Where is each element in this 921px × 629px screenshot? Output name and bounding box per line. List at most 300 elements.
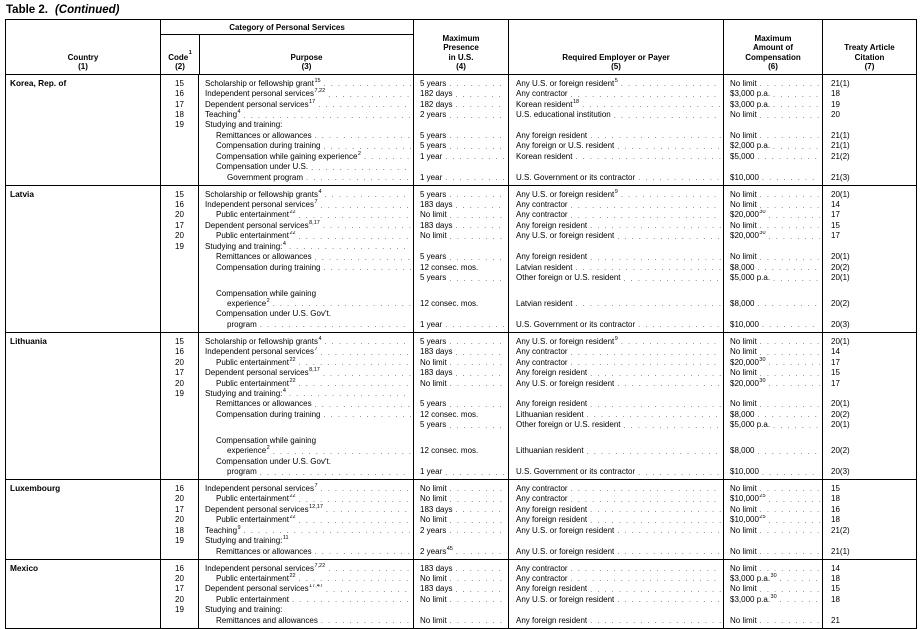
- employer-cell: Any contractor . . .: [508, 347, 723, 357]
- leader-dots: [450, 358, 506, 367]
- table-title-prefix: Table 2.: [6, 4, 48, 16]
- employer-cell: Korean resident $^{18}$ . . .: [508, 99, 723, 109]
- employer-cell: Lithuanian resident . . .: [508, 409, 723, 419]
- purpose-cell: Studying and training: $^{11}$: [198, 535, 413, 545]
- citation-cell: 20(2): [822, 298, 916, 308]
- amount-cell: $8,000 . . .: [723, 445, 822, 455]
- code-cell: [160, 252, 198, 262]
- citation-cell: 18: [822, 594, 916, 604]
- citation-cell: [822, 605, 916, 615]
- presence-cell: 2 years . . .: [413, 525, 508, 535]
- citation-cell: 20(1): [822, 272, 916, 282]
- code-cell: 16: [160, 347, 198, 357]
- employer-cell: Any U.S. or foreign resident . . .: [508, 231, 723, 241]
- amount-cell: $20,000 $^{30}$ . . .: [723, 231, 822, 241]
- purpose-cell: Compensation under U.S. Gov't.: [198, 309, 413, 319]
- presence-cell: [413, 556, 508, 559]
- leader-dots: [299, 379, 411, 388]
- presence-cell: 183 days . . .: [413, 504, 508, 514]
- amount-cell: No limit . . .: [723, 252, 822, 262]
- presence-cell: No limit . . .: [413, 494, 508, 504]
- employer-cell: [508, 309, 723, 319]
- code-cell: [160, 182, 198, 185]
- employer-cell: Latvian resident . . .: [508, 262, 723, 272]
- purpose-cell: Studying and training:: [198, 605, 413, 615]
- citation-cell: 21(1): [822, 130, 916, 140]
- purpose-cell: Public entertainment . . .: [198, 594, 413, 604]
- employer-cell: Any foreign resident . . .: [508, 130, 723, 140]
- citation-cell: 18: [822, 88, 916, 98]
- leader-dots: [244, 526, 411, 535]
- leader-dots: [315, 131, 411, 140]
- presence-cell: 183 days . . .: [413, 563, 508, 573]
- leader-dots: [762, 173, 820, 182]
- leader-dots: [624, 273, 722, 282]
- leader-dots: [311, 162, 411, 171]
- presence-cell: 5 years . . .: [413, 130, 508, 140]
- amount-cell: [723, 556, 822, 559]
- code-cell: 16: [160, 563, 198, 573]
- citation-cell: 21: [822, 615, 916, 625]
- employer-cell: Latvian resident . . .: [508, 298, 723, 308]
- header-category-group: [160, 20, 413, 74]
- header-presence: Maximum Presence in U.S. (4): [413, 20, 508, 74]
- amount-cell: $5,000 . . .: [723, 151, 822, 161]
- leader-dots: [455, 505, 506, 514]
- leader-dots: [315, 252, 411, 261]
- leader-dots: [455, 368, 506, 377]
- leader-dots: [760, 347, 820, 356]
- presence-cell: 12 consec. mos.: [413, 445, 508, 455]
- leader-dots: [590, 252, 721, 261]
- leader-dots: [273, 299, 411, 308]
- leader-dots: [273, 446, 411, 455]
- code-cell: [160, 151, 198, 161]
- citation-cell: 15: [822, 367, 916, 377]
- purpose-cell: Public entertainment $^{22}$ . . .: [198, 378, 413, 388]
- amount-cell: [723, 309, 822, 319]
- leader-dots: [260, 320, 411, 329]
- code-cell: [160, 298, 198, 308]
- purpose-cell: Independent personal services $^{7,22}$ . . .: [198, 88, 413, 98]
- country-cell: [6, 309, 160, 319]
- leader-dots: [760, 505, 820, 514]
- leader-dots: [325, 190, 411, 199]
- leader-dots: [590, 131, 721, 140]
- amount-cell: [723, 388, 822, 398]
- amount-cell: No limit . . .: [723, 336, 822, 346]
- purpose-cell: Public entertainment $^{22}$ . . .: [198, 573, 413, 583]
- code-cell: 19: [160, 241, 198, 251]
- country-cell: [6, 546, 160, 556]
- leader-dots: [760, 79, 820, 88]
- employer-cell: Other foreign or U.S. resident . . .: [508, 272, 723, 282]
- presence-cell: 183 days . . .: [413, 347, 508, 357]
- leader-dots: [326, 505, 411, 514]
- citation-cell: 17: [822, 378, 916, 388]
- country-cell: [6, 162, 160, 172]
- employer-cell: Any foreign resident . . .: [508, 615, 723, 625]
- leader-dots: [762, 320, 820, 329]
- leader-dots: [324, 79, 411, 88]
- code-cell: [160, 262, 198, 272]
- presence-cell: No limit . . .: [413, 483, 508, 493]
- leader-dots: [760, 616, 820, 625]
- code-cell: 20: [160, 378, 198, 388]
- purpose-cell: Compensation during training . . .: [198, 409, 413, 419]
- code-cell: 15: [160, 78, 198, 88]
- leader-dots: [760, 564, 820, 573]
- leader-dots: [621, 190, 721, 199]
- presence-cell: 2 years $^{45}$ . . .: [413, 546, 508, 556]
- country-cell: [6, 399, 160, 409]
- amount-cell: No limit . . .: [723, 220, 822, 230]
- amount-cell: $3,000 p.a. $^{30}$ . . .: [723, 573, 822, 583]
- citation-cell: 17: [822, 357, 916, 367]
- table-title-continued: (Continued): [54, 4, 120, 16]
- treaty-table: [5, 19, 917, 629]
- leader-dots: [445, 173, 506, 182]
- amount-cell: No limit . . .: [723, 546, 822, 556]
- citation-cell: 16: [822, 504, 916, 514]
- header-code: Code$^1$ (2): [168, 49, 192, 72]
- leader-dots: [590, 221, 721, 230]
- presence-cell: 183 days . . .: [413, 367, 508, 377]
- leader-dots: [449, 190, 506, 199]
- leader-dots: [590, 505, 721, 514]
- citation-cell: 21(2): [822, 151, 916, 161]
- citation-cell: 15: [822, 483, 916, 493]
- leader-dots: [328, 89, 411, 98]
- citation-cell: 20(3): [822, 466, 916, 476]
- presence-cell: 5 years . . .: [413, 189, 508, 199]
- code-cell: [160, 409, 198, 419]
- leader-dots: [769, 210, 820, 219]
- citation-cell: 15: [822, 584, 916, 594]
- purpose-cell: Dependent personal services $^{8,17}$ . . .: [198, 367, 413, 377]
- amount-cell: $3,000 p.a. . . .: [723, 88, 822, 98]
- presence-cell: [413, 162, 508, 172]
- purpose-cell: Studying and training:: [198, 120, 413, 130]
- citation-cell: 14: [822, 199, 916, 209]
- employer-cell: Any foreign resident . . .: [508, 399, 723, 409]
- presence-cell: No limit . . .: [413, 378, 508, 388]
- code-cell: 17: [160, 99, 198, 109]
- code-cell: 19: [160, 120, 198, 130]
- country-cell: [6, 483, 160, 493]
- citation-cell: 18: [822, 573, 916, 583]
- purpose-cell: Dependent personal services $^{17,47}$ . . .: [198, 584, 413, 594]
- employer-cell: [508, 162, 723, 172]
- presence-cell: 1 year . . .: [413, 172, 508, 182]
- amount-cell: No limit . . .: [723, 615, 822, 625]
- code-cell: 18: [160, 109, 198, 119]
- amount-cell: No limit . . .: [723, 504, 822, 514]
- citation-cell: [822, 120, 916, 130]
- presence-cell: 5 years . . .: [413, 141, 508, 151]
- leader-dots: [306, 173, 411, 182]
- amount-cell: No limit . . .: [723, 199, 822, 209]
- leader-dots: [760, 584, 820, 593]
- citation-cell: 14: [822, 347, 916, 357]
- country-section: [6, 479, 916, 559]
- leader-dots: [614, 110, 721, 119]
- leader-dots: [571, 89, 721, 98]
- purpose-cell: Teaching $^4$ . . .: [198, 109, 413, 119]
- purpose-cell: Public entertainment $^{22}$ . . .: [198, 231, 413, 241]
- code-cell: 20: [160, 494, 198, 504]
- employer-cell: [508, 605, 723, 615]
- employer-cell: Korean resident . . .: [508, 151, 723, 161]
- code-cell: 20: [160, 231, 198, 241]
- leader-dots: [449, 399, 506, 408]
- amount-cell: [723, 625, 822, 628]
- leader-dots: [455, 221, 506, 230]
- leader-dots: [299, 574, 411, 583]
- header-amount: Maximum Amount of Compensation (6): [723, 20, 822, 74]
- leader-dots: [760, 484, 820, 493]
- code-cell: [160, 546, 198, 556]
- leader-dots: [323, 368, 411, 377]
- country-cell: [6, 241, 160, 251]
- employer-cell: U.S. Government or its contractor . . .: [508, 319, 723, 329]
- citation-cell: [822, 182, 916, 185]
- leader-dots: [449, 526, 506, 535]
- citation-cell: 15: [822, 220, 916, 230]
- country-cell: [6, 298, 160, 308]
- citation-cell: [822, 625, 916, 628]
- code-cell: 20: [160, 573, 198, 583]
- leader-dots: [760, 337, 820, 346]
- purpose-cell: Dependent personal services $^{8,17}$ . . .: [198, 220, 413, 230]
- country-section: [6, 332, 916, 479]
- country-name: Mexico: [10, 563, 39, 574]
- citation-cell: 19: [822, 99, 916, 109]
- leader-dots: [450, 484, 506, 493]
- citation-cell: 18: [822, 515, 916, 525]
- citation-cell: [822, 556, 916, 559]
- citation-cell: 17: [822, 210, 916, 220]
- leader-dots: [621, 337, 721, 346]
- leader-dots: [455, 100, 506, 109]
- country-cell: [6, 336, 160, 346]
- amount-cell: [723, 456, 822, 466]
- purpose-cell: Compensation during training . . .: [198, 141, 413, 151]
- country-cell: [6, 357, 160, 367]
- presence-cell: [413, 241, 508, 251]
- table-body: [6, 74, 916, 628]
- leader-dots: [450, 494, 506, 503]
- purpose-cell: Public entertainment $^{22}$ . . .: [198, 515, 413, 525]
- presence-cell: [413, 182, 508, 185]
- presence-cell: 12 consec. mos.: [413, 298, 508, 308]
- citation-cell: 20(1): [822, 252, 916, 262]
- leader-dots: [769, 379, 820, 388]
- country-cell: [6, 445, 160, 455]
- presence-cell: [413, 288, 508, 298]
- country-cell: [6, 252, 160, 262]
- code-cell: 17: [160, 367, 198, 377]
- code-cell: [160, 162, 198, 172]
- leader-dots: [760, 131, 820, 140]
- code-cell: [160, 556, 198, 559]
- country-cell: [6, 319, 160, 329]
- country-section: [6, 559, 916, 628]
- country-cell: [6, 435, 160, 445]
- employer-cell: [508, 330, 723, 333]
- leader-dots: [299, 210, 411, 219]
- purpose-cell: Remittances or allowances . . .: [198, 252, 413, 262]
- code-cell: 16: [160, 199, 198, 209]
- purpose-cell: Independent personal services $^7$ . . .: [198, 199, 413, 209]
- citation-cell: 17: [822, 231, 916, 241]
- code-cell: 19: [160, 388, 198, 398]
- country-cell: [6, 367, 160, 377]
- leader-dots: [445, 320, 506, 329]
- employer-cell: [508, 388, 723, 398]
- amount-cell: No limit . . .: [723, 78, 822, 88]
- citation-cell: 20(1): [822, 399, 916, 409]
- citation-cell: 20(1): [822, 189, 916, 199]
- purpose-cell: Compensation while gaining experience $^2$ . . .: [198, 151, 413, 161]
- leader-dots: [449, 252, 506, 261]
- employer-cell: Any U.S. or foreign resident $^9$ . . .: [508, 189, 723, 199]
- citation-cell: 21(2): [822, 525, 916, 535]
- citation-cell: [822, 456, 916, 466]
- purpose-cell: Public entertainment $^{22}$ . . .: [198, 357, 413, 367]
- country-cell: [6, 477, 160, 480]
- leader-dots: [773, 141, 820, 150]
- employer-cell: Any contractor . . .: [508, 357, 723, 367]
- code-cell: 19: [160, 605, 198, 615]
- citation-cell: [822, 388, 916, 398]
- employer-cell: Any U.S. or foreign resident . . .: [508, 525, 723, 535]
- citation-cell: 20(2): [822, 409, 916, 419]
- code-cell: [160, 625, 198, 628]
- employer-cell: Any foreign resident . . .: [508, 220, 723, 230]
- country-cell: [6, 515, 160, 525]
- amount-cell: [723, 241, 822, 251]
- purpose-cell: Remittances or allowances . . .: [198, 399, 413, 409]
- amount-cell: No limit . . .: [723, 109, 822, 119]
- country-cell: [6, 466, 160, 476]
- leader-dots: [780, 574, 820, 583]
- purpose-cell: [198, 182, 413, 185]
- purpose-cell: Compensation under U.S. Gov't.: [198, 456, 413, 466]
- country-name: Luxembourg: [10, 483, 61, 494]
- amount-cell: No limit . . .: [723, 584, 822, 594]
- country-cell: [6, 605, 160, 615]
- country-section: [6, 74, 916, 185]
- employer-cell: Any foreign resident . . .: [508, 504, 723, 514]
- presence-cell: [413, 625, 508, 628]
- citation-cell: 20(1): [822, 420, 916, 430]
- amount-cell: $20,000 $^{30}$ . . .: [723, 210, 822, 220]
- country-section: [6, 185, 916, 332]
- leader-dots: [624, 420, 722, 429]
- presence-cell: 182 days . . .: [413, 88, 508, 98]
- employer-cell: [508, 182, 723, 185]
- citation-cell: 21(1): [822, 546, 916, 556]
- presence-cell: [413, 309, 508, 319]
- employer-cell: Any foreign resident . . .: [508, 584, 723, 594]
- presence-cell: 1 year . . .: [413, 466, 508, 476]
- amount-cell: $10,000 $^{25}$ . . .: [723, 515, 822, 525]
- presence-cell: [413, 605, 508, 615]
- citation-cell: [822, 162, 916, 172]
- code-cell: 20: [160, 515, 198, 525]
- employer-cell: Lithuanian resident . . .: [508, 445, 723, 455]
- amount-cell: No limit . . .: [723, 130, 822, 140]
- leader-dots: [321, 347, 411, 356]
- leader-dots: [455, 89, 506, 98]
- country-cell: [6, 563, 160, 573]
- employer-cell: [508, 535, 723, 545]
- purpose-cell: Scholarship or fellowship grants $^4$ . . .: [198, 189, 413, 199]
- table-title: [6, 4, 921, 16]
- leader-dots: [590, 515, 721, 524]
- amount-cell: No limit . . .: [723, 563, 822, 573]
- presence-cell: No limit . . .: [413, 357, 508, 367]
- code-cell: [160, 445, 198, 455]
- amount-cell: $20,000 $^{30}$ . . .: [723, 378, 822, 388]
- code-cell: 17: [160, 584, 198, 594]
- purpose-cell: [198, 330, 413, 333]
- presence-cell: [413, 435, 508, 445]
- citation-cell: 20(2): [822, 445, 916, 455]
- leader-dots: [760, 252, 820, 261]
- purpose-cell: [198, 477, 413, 480]
- country-cell: [6, 130, 160, 140]
- amount-cell: $8,000 . . .: [723, 262, 822, 272]
- leader-dots: [324, 263, 411, 272]
- code-cell: [160, 172, 198, 182]
- amount-cell: $8,000 . . .: [723, 409, 822, 419]
- country-cell: [6, 88, 160, 98]
- table-header: [6, 20, 916, 74]
- country-cell: [6, 378, 160, 388]
- presence-cell: 183 days . . .: [413, 199, 508, 209]
- amount-cell: $8,000 . . .: [723, 298, 822, 308]
- code-cell: 20: [160, 357, 198, 367]
- presence-cell: 5 years . . .: [413, 252, 508, 262]
- citation-cell: 21(1): [822, 78, 916, 88]
- leader-dots: [318, 100, 411, 109]
- purpose-cell: experience $^2$ . . .: [198, 298, 413, 308]
- leader-dots: [773, 100, 820, 109]
- country-cell: [6, 99, 160, 109]
- country-cell: [6, 409, 160, 419]
- employer-cell: [508, 556, 723, 559]
- employer-cell: [508, 435, 723, 445]
- amount-cell: [723, 288, 822, 298]
- leader-dots: [769, 231, 820, 240]
- code-cell: [160, 466, 198, 476]
- leader-dots: [244, 110, 411, 119]
- leader-dots: [575, 263, 721, 272]
- presence-cell: [413, 388, 508, 398]
- country-cell: [6, 262, 160, 272]
- leader-dots: [450, 515, 506, 524]
- leader-dots: [324, 141, 411, 150]
- employer-cell: [508, 456, 723, 466]
- leader-dots: [760, 200, 820, 209]
- country-name: Latvia: [10, 189, 34, 200]
- leader-dots: [449, 337, 506, 346]
- purpose-cell: Independent personal services $^{7,22}$ . . .: [198, 563, 413, 573]
- country-cell: [6, 109, 160, 119]
- amount-cell: No limit . . .: [723, 483, 822, 493]
